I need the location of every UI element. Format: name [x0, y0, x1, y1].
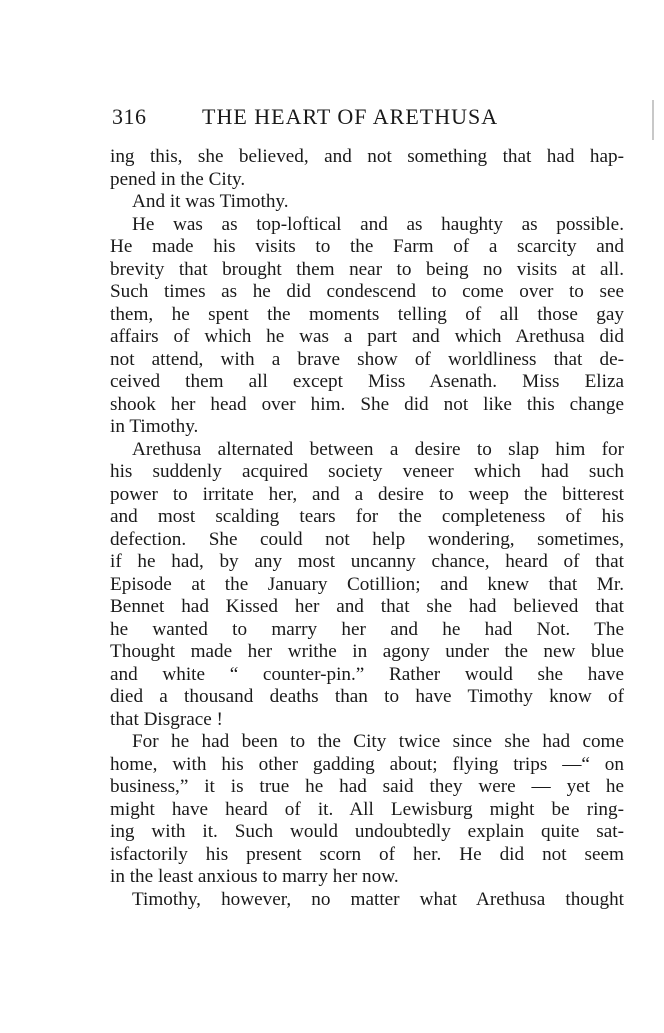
- running-title: THE HEART OF ARETHUSA: [202, 104, 499, 129]
- text-line: and most scalding tears for the completeness of his: [110, 506, 624, 527]
- text-line: pened in the City.: [110, 168, 246, 190]
- text-line: For he had been to the City twice since she had come: [132, 731, 624, 752]
- text-line: in the least anxious to marry her now.: [110, 866, 399, 887]
- text-line: isfactorily his present scorn of her. He did not seem: [110, 843, 624, 865]
- text-line: ing this, she believed, and not something that had hap-: [110, 146, 624, 167]
- text-line: not attend, with a brave show of worldliness that de-: [110, 348, 624, 370]
- text-line: Bennet had Kissed her and that she had believed that: [110, 596, 624, 617]
- text-line: them, he spent the moments telling of all those gay: [110, 303, 624, 325]
- text-line: And it was Timothy.: [132, 191, 289, 212]
- text-line: Thought made her writhe in agony under the new blue: [110, 641, 624, 662]
- text-line: brevity that brought them near to being no visits at all.: [110, 258, 624, 280]
- text-line: ceived them all except Miss Asenath. Miss Eliza: [110, 371, 624, 392]
- text-line: He was as top-loftical and as haughty as possible.: [132, 213, 624, 235]
- text-line: his suddenly acquired society veneer which had such: [110, 461, 624, 482]
- text-line: if he had, by any most uncanny chance, heard of that: [110, 551, 624, 572]
- text-line: might have heard of it. All Lewisburg might be ring-: [110, 798, 624, 820]
- text-line: Episode at the January Cotillion; and knew that Mr.: [110, 573, 624, 595]
- text-line: ing with it. Such would undoubtedly explain quite sat-: [110, 821, 624, 842]
- text-line: power to irritate her, and a desire to weep the bitterest: [110, 483, 624, 505]
- text-line: affairs of which he was a part and which Arethusa did: [110, 326, 624, 347]
- text-line: Arethusa alternated between a desire to slap him for: [132, 438, 624, 460]
- text-line: he wanted to marry her and he had Not. The: [110, 618, 624, 640]
- text-line: defection. She could not help wondering, sometimes,: [110, 528, 624, 550]
- text-line: Such times as he did condescend to come over to see: [110, 281, 624, 302]
- text-line: business,” it is true he had said they were — yet he: [110, 776, 624, 797]
- text-line: Timothy, however, no matter what Arethusa thought: [132, 888, 624, 910]
- text-line: that Disgrace !: [110, 708, 223, 730]
- running-header: [112, 104, 624, 134]
- page-edge-mark: [652, 100, 654, 140]
- text-line: and white “ counter-pin.” Rather would she have: [110, 663, 624, 685]
- page-number: 316: [112, 104, 147, 129]
- text-line: in Timothy.: [110, 416, 199, 437]
- text-line: He made his visits to the Farm of a scarcity and: [110, 236, 624, 257]
- text-line: home, with his other gadding about; flying trips —“ on: [110, 753, 624, 775]
- text-line: died a thousand deaths than to have Timothy know of: [110, 686, 624, 707]
- text-line: shook her head over him. She did not like this change: [110, 393, 624, 415]
- body-text: [110, 146, 624, 911]
